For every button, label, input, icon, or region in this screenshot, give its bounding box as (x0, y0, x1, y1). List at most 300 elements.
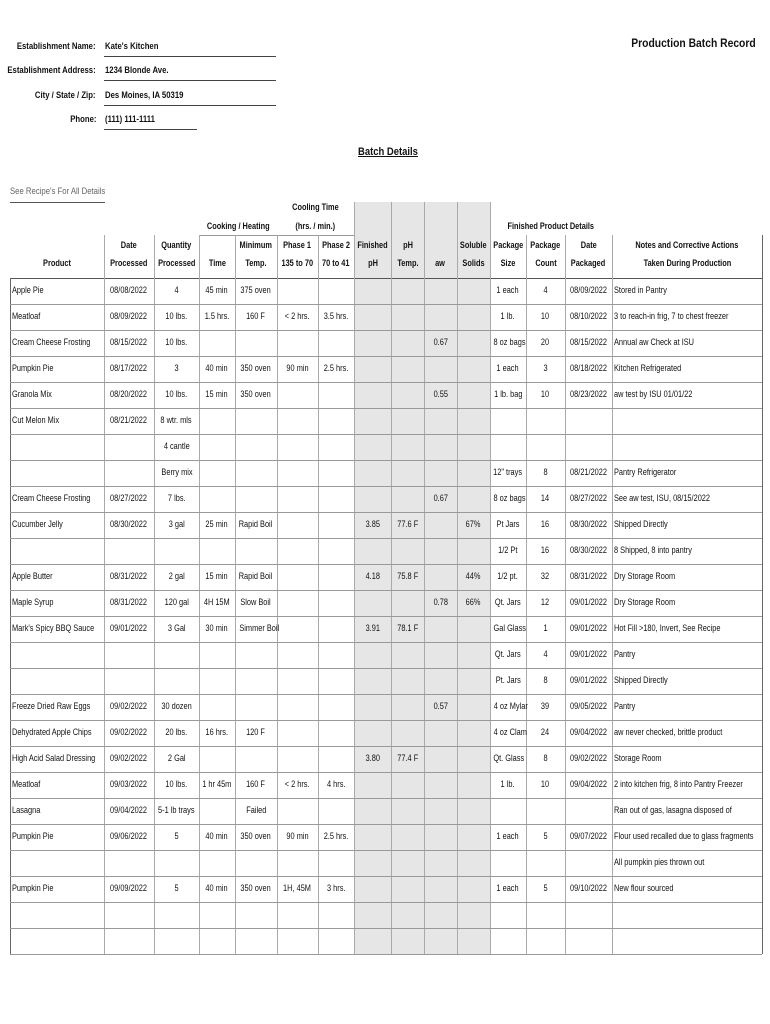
table-cell[interactable]: 0.67 (433, 337, 448, 347)
table-cell[interactable] (391, 857, 424, 867)
table-cell[interactable]: 350 oven (240, 363, 272, 373)
table-cell[interactable] (235, 441, 277, 451)
table-cell[interactable]: 8 oz bags (493, 337, 526, 347)
table-cell[interactable] (104, 935, 154, 945)
table-cell[interactable]: 09/01/2022 (570, 649, 607, 659)
table-cell[interactable] (391, 363, 424, 373)
table-cell[interactable] (424, 883, 457, 893)
table-cell[interactable] (457, 675, 490, 685)
table-cell[interactable]: 32 (541, 571, 550, 581)
table-cell[interactable] (424, 805, 457, 815)
table-cell[interactable]: 3 (174, 363, 179, 373)
table-cell[interactable] (277, 597, 318, 607)
product-cell[interactable] (12, 935, 104, 945)
table-cell[interactable]: 20 (541, 337, 550, 347)
table-cell[interactable]: 08/30/2022 (110, 519, 148, 529)
table-cell[interactable] (391, 415, 424, 425)
table-cell[interactable]: 09/03/2022 (110, 779, 148, 789)
table-cell[interactable] (154, 935, 199, 945)
table-cell[interactable]: Dry Storage Room (614, 597, 676, 607)
table-cell[interactable] (354, 415, 391, 425)
table-cell[interactable] (490, 909, 526, 919)
table-cell[interactable] (235, 415, 277, 425)
table-cell[interactable] (354, 363, 391, 373)
table-cell[interactable] (354, 337, 391, 347)
table-cell[interactable]: Dry Storage Room (614, 571, 676, 581)
table-cell[interactable] (354, 441, 391, 451)
table-cell[interactable] (277, 441, 318, 451)
table-cell[interactable] (277, 493, 318, 503)
table-cell[interactable] (354, 493, 391, 503)
table-cell[interactable] (154, 545, 199, 555)
table-cell[interactable] (457, 493, 490, 503)
table-cell[interactable]: 09/07/2022 (570, 831, 607, 841)
table-cell[interactable]: 09/01/2022 (570, 675, 607, 685)
table-cell[interactable]: 3 (543, 363, 548, 373)
table-cell[interactable] (318, 545, 354, 555)
table-cell[interactable]: Pt Jars (496, 519, 520, 529)
table-cell[interactable] (424, 753, 457, 763)
table-cell[interactable] (154, 909, 199, 919)
table-cell[interactable]: 1/2 pt. (497, 571, 519, 581)
table-cell[interactable] (277, 415, 318, 425)
table-cell[interactable]: 09/01/2022 (570, 623, 607, 633)
table-cell[interactable]: 08/31/2022 (110, 597, 148, 607)
table-cell[interactable] (424, 649, 457, 659)
table-cell[interactable]: 1.5 hrs. (204, 311, 230, 321)
table-cell[interactable] (354, 727, 391, 737)
table-cell[interactable] (318, 415, 354, 425)
table-cell[interactable] (354, 935, 391, 945)
table-cell[interactable]: 3.5 hrs. (323, 311, 349, 321)
table-cell[interactable]: 14 (541, 493, 550, 503)
table-cell[interactable] (318, 909, 354, 919)
table-cell[interactable] (391, 675, 424, 685)
table-cell[interactable] (391, 727, 424, 737)
table-cell[interactable]: 08/27/2022 (110, 493, 148, 503)
table-cell[interactable] (354, 649, 391, 659)
table-cell[interactable]: Pt. Jars (495, 675, 521, 685)
table-cell[interactable]: 2 Gal (167, 753, 186, 763)
product-cell[interactable] (12, 441, 104, 451)
table-cell[interactable] (457, 623, 490, 633)
table-cell[interactable] (457, 285, 490, 295)
table-cell[interactable] (235, 675, 277, 685)
table-cell[interactable]: 75.8 F (397, 571, 418, 581)
table-cell[interactable] (526, 909, 565, 919)
table-cell[interactable] (457, 909, 490, 919)
table-cell[interactable] (424, 441, 457, 451)
table-cell[interactable]: 1 each (496, 883, 520, 893)
table-cell[interactable] (318, 805, 354, 815)
table-cell[interactable]: Rapid Boil (239, 571, 273, 581)
table-cell[interactable] (526, 415, 565, 425)
table-cell[interactable] (614, 935, 762, 945)
table-cell[interactable] (235, 701, 277, 711)
table-cell[interactable] (318, 389, 354, 399)
table-cell[interactable] (354, 831, 391, 841)
product-cell[interactable] (12, 909, 104, 919)
table-cell[interactable]: 3.80 (365, 753, 380, 763)
table-cell[interactable] (354, 389, 391, 399)
table-cell[interactable] (354, 545, 391, 555)
product-cell[interactable] (12, 857, 104, 867)
table-cell[interactable]: 3 gal (168, 519, 185, 529)
table-cell[interactable] (424, 779, 457, 789)
table-cell[interactable] (391, 831, 424, 841)
table-cell[interactable]: Pantry (614, 701, 636, 711)
table-cell[interactable]: 09/04/2022 (570, 779, 607, 789)
table-cell[interactable] (391, 805, 424, 815)
table-cell[interactable]: Stored in Pantry (614, 285, 667, 295)
table-cell[interactable]: 09/02/2022 (110, 727, 148, 737)
table-cell[interactable] (277, 857, 318, 867)
table-cell[interactable]: Shipped Directly (614, 675, 668, 685)
table-cell[interactable]: 10 (541, 779, 550, 789)
table-cell[interactable] (318, 337, 354, 347)
table-cell[interactable] (277, 909, 318, 919)
table-cell[interactable] (199, 753, 235, 763)
table-cell[interactable]: 10 (541, 311, 550, 321)
table-cell[interactable] (199, 545, 235, 555)
table-cell[interactable] (391, 909, 424, 919)
table-cell[interactable]: 16 (541, 519, 550, 529)
table-cell[interactable] (154, 857, 199, 867)
table-cell[interactable]: 8 (543, 675, 548, 685)
table-cell[interactable]: 30 dozen (161, 701, 192, 711)
table-cell[interactable] (391, 545, 424, 555)
table-cell[interactable] (391, 285, 424, 295)
table-cell[interactable]: 39 (541, 701, 550, 711)
table-cell[interactable]: 5 (174, 883, 179, 893)
establishment-value[interactable]: 1234 Blonde Ave. (105, 65, 169, 75)
table-cell[interactable] (154, 649, 199, 659)
table-cell[interactable] (490, 857, 526, 867)
table-cell[interactable] (235, 467, 277, 477)
table-cell[interactable] (391, 779, 424, 789)
product-cell[interactable] (12, 545, 104, 555)
table-cell[interactable] (318, 753, 354, 763)
table-cell[interactable]: 08/31/2022 (110, 571, 148, 581)
table-cell[interactable] (104, 545, 154, 555)
table-cell[interactable]: 2.5 hrs. (323, 363, 349, 373)
table-cell[interactable] (354, 909, 391, 919)
table-cell[interactable] (490, 415, 526, 425)
product-cell[interactable] (12, 649, 104, 659)
table-cell[interactable]: 0.67 (433, 493, 448, 503)
table-cell[interactable] (354, 805, 391, 815)
table-cell[interactable] (391, 337, 424, 347)
product-cell[interactable]: Apple Pie (12, 285, 44, 295)
table-cell[interactable]: 66% (466, 597, 481, 607)
table-cell[interactable] (457, 727, 490, 737)
table-cell[interactable]: 0.57 (433, 701, 448, 711)
table-cell[interactable]: 08/21/2022 (110, 415, 148, 425)
table-cell[interactable]: 10 (541, 389, 550, 399)
table-cell[interactable] (318, 571, 354, 581)
table-cell[interactable]: All pumpkin pies thrown out (614, 857, 705, 867)
table-cell[interactable] (614, 909, 762, 919)
table-cell[interactable]: 20 lbs. (165, 727, 188, 737)
table-cell[interactable]: 1 each (496, 285, 520, 295)
table-cell[interactable]: 1/2 Pt (498, 545, 518, 555)
table-cell[interactable]: 08/10/2022 (570, 311, 607, 321)
table-cell[interactable] (235, 545, 277, 555)
table-cell[interactable] (614, 415, 762, 425)
table-cell[interactable] (318, 935, 354, 945)
product-cell[interactable]: High Acid Salad Dressing (12, 753, 96, 763)
table-cell[interactable] (104, 857, 154, 867)
table-cell[interactable] (424, 545, 457, 555)
table-cell[interactable] (354, 779, 391, 789)
table-cell[interactable]: New flour sourced (614, 883, 674, 893)
table-cell[interactable]: 10 lbs. (165, 389, 188, 399)
table-cell[interactable]: 08/09/2022 (570, 285, 607, 295)
table-cell[interactable]: 44% (466, 571, 481, 581)
table-cell[interactable] (565, 415, 612, 425)
table-cell[interactable]: Qt. Jars (495, 597, 521, 607)
table-cell[interactable]: 90 min (286, 363, 309, 373)
table-cell[interactable]: Rapid Boil (239, 519, 273, 529)
table-cell[interactable] (318, 857, 354, 867)
table-cell[interactable] (565, 441, 612, 451)
table-cell[interactable] (277, 623, 318, 633)
table-cell[interactable]: 1 each (496, 831, 520, 841)
table-cell[interactable]: 12" trays (493, 467, 523, 477)
table-cell[interactable] (277, 805, 318, 815)
table-cell[interactable]: 3 Gal (167, 623, 186, 633)
table-cell[interactable]: Hot Fill >180, Invert, See Recipe (614, 623, 721, 633)
product-cell[interactable]: Meatloaf (12, 311, 41, 321)
table-cell[interactable]: 40 min (205, 883, 229, 893)
table-cell[interactable]: 08/15/2022 (110, 337, 148, 347)
table-cell[interactable]: 16 (541, 545, 550, 555)
table-cell[interactable]: 5 (543, 883, 548, 893)
table-cell[interactable]: 08/08/2022 (110, 285, 148, 295)
table-cell[interactable]: 08/21/2022 (570, 467, 607, 477)
product-cell[interactable]: Cut Melon Mix (12, 415, 60, 425)
product-cell[interactable]: Cream Cheese Frosting (12, 337, 91, 347)
table-cell[interactable] (565, 857, 612, 867)
table-cell[interactable]: Shipped Directly (614, 519, 668, 529)
table-cell[interactable]: 10 lbs. (165, 779, 188, 789)
table-cell[interactable] (277, 467, 318, 477)
table-cell[interactable] (457, 649, 490, 659)
table-cell[interactable] (565, 805, 612, 815)
table-cell[interactable] (457, 753, 490, 763)
table-cell[interactable]: 4 cantle (163, 441, 190, 451)
table-cell[interactable]: 78.1 F (397, 623, 418, 633)
table-cell[interactable] (199, 441, 235, 451)
table-cell[interactable]: 350 oven (240, 389, 272, 399)
table-cell[interactable] (391, 935, 424, 945)
table-cell[interactable]: 1H, 45M (283, 883, 312, 893)
table-cell[interactable] (457, 831, 490, 841)
table-cell[interactable]: 16 hrs. (205, 727, 229, 737)
table-cell[interactable] (318, 493, 354, 503)
table-cell[interactable] (235, 493, 277, 503)
table-cell[interactable]: 77.4 F (397, 753, 418, 763)
table-cell[interactable]: Annual aw Check at ISU (614, 337, 695, 347)
table-cell[interactable] (318, 467, 354, 477)
table-cell[interactable]: 40 min (205, 363, 229, 373)
table-cell[interactable] (424, 623, 457, 633)
product-cell[interactable]: Mark's Spicy BBQ Sauce (12, 623, 95, 633)
table-cell[interactable]: 08/18/2022 (570, 363, 607, 373)
table-cell[interactable]: 09/06/2022 (110, 831, 148, 841)
table-cell[interactable] (457, 311, 490, 321)
table-cell[interactable]: 3.91 (365, 623, 380, 633)
product-cell[interactable]: Freeze Dried Raw Eggs (12, 701, 91, 711)
table-cell[interactable] (277, 545, 318, 555)
table-cell[interactable]: 160 F (246, 311, 266, 321)
table-cell[interactable] (277, 519, 318, 529)
table-cell[interactable] (457, 857, 490, 867)
table-cell[interactable] (391, 649, 424, 659)
table-cell[interactable]: 8 oz bags (493, 493, 526, 503)
table-cell[interactable] (199, 467, 235, 477)
table-cell[interactable] (354, 883, 391, 893)
table-cell[interactable] (277, 389, 318, 399)
table-cell[interactable] (526, 935, 565, 945)
table-cell[interactable]: Pantry (614, 649, 636, 659)
table-cell[interactable]: 10 lbs. (165, 311, 188, 321)
table-cell[interactable] (354, 701, 391, 711)
table-cell[interactable]: 5-1 lb trays (158, 805, 195, 815)
table-cell[interactable]: 77.6 F (397, 519, 418, 529)
table-cell[interactable] (391, 493, 424, 503)
table-cell[interactable]: 3 to reach-in frig, 7 to chest freezer (614, 311, 729, 321)
table-cell[interactable] (277, 727, 318, 737)
table-cell[interactable]: 12 (541, 597, 550, 607)
table-cell[interactable]: aw test by ISU 01/01/22 (614, 389, 693, 399)
table-cell[interactable]: 09/02/2022 (110, 753, 148, 763)
product-cell[interactable]: Meatloaf (12, 779, 41, 789)
table-cell[interactable] (391, 597, 424, 607)
table-cell[interactable]: 1 lb. (501, 311, 515, 321)
table-cell[interactable] (318, 649, 354, 659)
table-cell[interactable]: See aw test, ISU, 08/15/2022 (614, 493, 711, 503)
table-cell[interactable] (457, 415, 490, 425)
product-cell[interactable]: Cucumber Jelly (12, 519, 63, 529)
table-cell[interactable] (457, 441, 490, 451)
table-cell[interactable] (277, 649, 318, 659)
table-cell[interactable]: 7 lbs. (167, 493, 186, 503)
table-cell[interactable]: Flour used recalled due to glass fragments (614, 831, 754, 841)
table-cell[interactable]: aw never checked, brittle product (614, 727, 723, 737)
table-cell[interactable] (199, 805, 235, 815)
table-cell[interactable]: 15 min (205, 389, 229, 399)
table-cell[interactable] (235, 857, 277, 867)
table-cell[interactable] (457, 337, 490, 347)
table-cell[interactable]: 4.18 (365, 571, 380, 581)
product-cell[interactable]: Granola Mix (12, 389, 52, 399)
table-cell[interactable]: 08/17/2022 (110, 363, 148, 373)
table-cell[interactable] (235, 909, 277, 919)
table-cell[interactable] (277, 285, 318, 295)
table-cell[interactable]: < 2 hrs. (285, 311, 310, 321)
product-cell[interactable]: Lasagna (12, 805, 41, 815)
table-cell[interactable] (457, 545, 490, 555)
table-cell[interactable] (526, 857, 565, 867)
table-cell[interactable] (424, 363, 457, 373)
table-cell[interactable]: 09/04/2022 (570, 727, 607, 737)
table-cell[interactable]: 4 hrs. (326, 779, 346, 789)
table-cell[interactable] (199, 337, 235, 347)
table-cell[interactable] (354, 311, 391, 321)
table-cell[interactable]: 08/30/2022 (570, 545, 607, 555)
product-cell[interactable]: Pumpkin Pie (12, 831, 54, 841)
table-cell[interactable]: 09/01/2022 (110, 623, 148, 633)
table-cell[interactable] (277, 935, 318, 945)
table-cell[interactable] (391, 311, 424, 321)
table-cell[interactable] (391, 441, 424, 451)
table-cell[interactable] (277, 337, 318, 347)
table-cell[interactable] (199, 857, 235, 867)
table-cell[interactable]: Slow Boil (240, 597, 272, 607)
table-cell[interactable] (199, 935, 235, 945)
table-cell[interactable]: Failed (245, 805, 267, 815)
table-cell[interactable]: 08/15/2022 (570, 337, 607, 347)
table-cell[interactable]: 0.55 (433, 389, 448, 399)
table-cell[interactable] (104, 649, 154, 659)
table-cell[interactable] (424, 935, 457, 945)
table-cell[interactable]: Berry mix (160, 467, 193, 477)
table-cell[interactable] (318, 285, 354, 295)
table-cell[interactable]: Simmer Boil (239, 623, 280, 633)
table-cell[interactable] (424, 519, 457, 529)
table-cell[interactable]: 08/31/2022 (570, 571, 607, 581)
establishment-value[interactable]: (111) 111-1111 (105, 114, 155, 124)
table-cell[interactable] (391, 389, 424, 399)
table-cell[interactable]: 375 oven (240, 285, 272, 295)
table-cell[interactable]: 120 gal (164, 597, 189, 607)
table-cell[interactable] (424, 285, 457, 295)
table-cell[interactable] (199, 909, 235, 919)
table-cell[interactable] (104, 909, 154, 919)
product-cell[interactable]: Pumpkin Pie (12, 883, 54, 893)
table-cell[interactable] (277, 571, 318, 581)
table-cell[interactable] (424, 831, 457, 841)
table-cell[interactable] (424, 857, 457, 867)
table-cell[interactable]: Pantry Refrigerator (614, 467, 677, 477)
table-cell[interactable] (424, 727, 457, 737)
product-cell[interactable] (12, 675, 104, 685)
table-cell[interactable] (318, 675, 354, 685)
table-cell[interactable] (457, 701, 490, 711)
table-cell[interactable] (424, 909, 457, 919)
table-cell[interactable]: 4H 15M (204, 597, 230, 607)
table-cell[interactable]: 09/05/2022 (570, 701, 607, 711)
product-cell[interactable]: Pumpkin Pie (12, 363, 54, 373)
table-cell[interactable] (457, 805, 490, 815)
table-cell[interactable] (104, 441, 154, 451)
table-cell[interactable] (354, 597, 391, 607)
table-cell[interactable]: 08/27/2022 (570, 493, 607, 503)
table-cell[interactable]: 350 oven (240, 883, 272, 893)
table-cell[interactable]: 09/02/2022 (570, 753, 607, 763)
table-cell[interactable]: 45 min (205, 285, 229, 295)
table-cell[interactable]: 1 each (496, 363, 520, 373)
table-cell[interactable] (199, 701, 235, 711)
table-cell[interactable]: 8 (543, 467, 548, 477)
table-cell[interactable] (391, 883, 424, 893)
table-cell[interactable]: 40 min (205, 831, 229, 841)
table-cell[interactable]: 09/09/2022 (110, 883, 148, 893)
table-cell[interactable]: < 2 hrs. (285, 779, 310, 789)
table-cell[interactable]: 8 (543, 753, 548, 763)
table-cell[interactable]: 4 (174, 285, 179, 295)
